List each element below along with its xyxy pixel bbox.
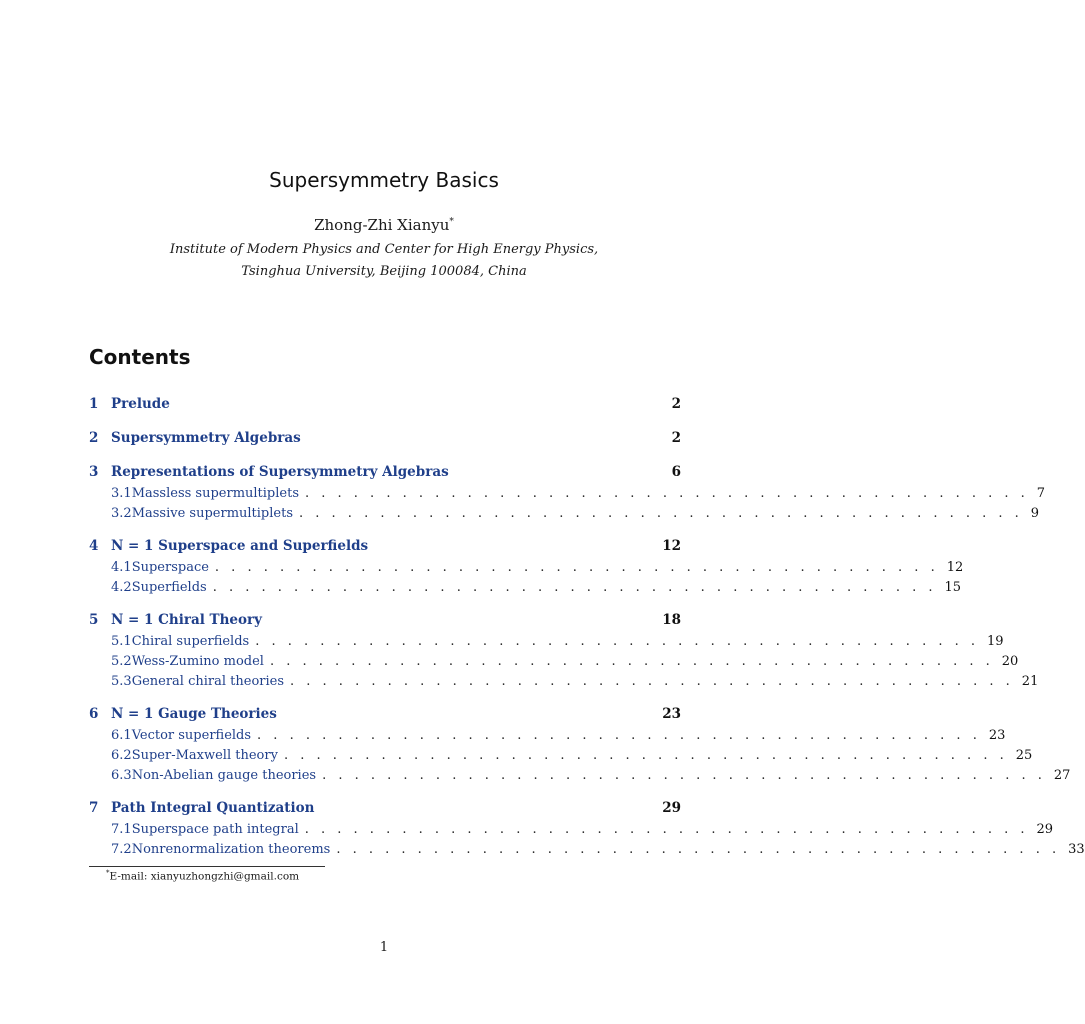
- toc-subsection-number: 7.2: [111, 842, 132, 857]
- toc-section-4[interactable]: [89, 538, 681, 560]
- toc-subsection-title[interactable]: Superspace path integral: [131, 822, 299, 837]
- toc-section-5[interactable]: [89, 612, 681, 634]
- toc-subsection-number: 7.1: [111, 822, 132, 837]
- footnote: [106, 869, 299, 883]
- toc-subsection-number: 6.1: [111, 728, 132, 743]
- toc-leader-dots: . . . . . . . . . . . . . . . . . . . . . . . . . . . . . . . . . . . . . . . . . . . . .: [305, 486, 1029, 501]
- affiliation-line-2: Tsinghua University, Beijing 100084, China: [241, 264, 527, 279]
- toc-subsection-5.1[interactable]: [89, 634, 1004, 654]
- toc-subsection-number: 5.2: [111, 654, 132, 669]
- toc-leader-dots: . . . . . . . . . . . . . . . . . . . . . . . . . . . . . . . . . . . . . . . . . . . . .: [212, 580, 937, 595]
- toc-section-number: 2: [89, 430, 99, 446]
- toc-subsection-page: 21: [1021, 674, 1039, 689]
- toc-subsection-6.2[interactable]: [89, 748, 1033, 768]
- toc-subsection-page: 27: [1053, 768, 1071, 783]
- toc-subsection-title[interactable]: Superfields: [131, 580, 207, 595]
- toc-subsection-number: 4.2: [111, 580, 132, 595]
- toc-subsection-page: 25: [1015, 748, 1033, 763]
- toc-section-6[interactable]: [89, 706, 681, 728]
- toc-leader-dots: . . . . . . . . . . . . . . . . . . . . . . . . . . . . . . . . . . . . . . . . . . . . .: [214, 560, 939, 575]
- toc-subsection-page: 9: [1030, 506, 1040, 521]
- toc-section-page: 29: [662, 800, 681, 816]
- toc-subsection-5.2[interactable]: [89, 654, 1019, 674]
- toc-subsection-page: 33: [1068, 842, 1085, 857]
- toc-section-number: 4: [89, 538, 99, 554]
- toc-subsection-title[interactable]: Vector superfields: [131, 728, 252, 743]
- toc-leader-dots: . . . . . . . . . . . . . . . . . . . . . . . . . . . . . . . . . . . . . . . . . . . . .: [255, 634, 979, 649]
- author-name: Zhong-Zhi Xianyu: [314, 216, 450, 234]
- toc-subsection-page: 12: [946, 560, 964, 575]
- toc-leader-dots: . . . . . . . . . . . . . . . . . . . . . . . . . . . . . . . . . . . . . . . . . . . . .: [283, 748, 1008, 763]
- toc-section-number: 1: [89, 396, 99, 412]
- toc-subsection-title[interactable]: General chiral theories: [131, 674, 285, 689]
- toc-section-number: 5: [89, 612, 99, 628]
- paper-title: Supersymmetry Basics: [269, 168, 499, 192]
- author-footnote-mark: *: [449, 217, 454, 227]
- toc-section-2[interactable]: [89, 430, 681, 452]
- toc-section-title[interactable]: Prelude: [111, 396, 170, 412]
- toc-leader-dots: . . . . . . . . . . . . . . . . . . . . . . . . . . . . . . . . . . . . . . . . . . . . .: [336, 842, 1061, 857]
- toc-subsection-5.3[interactable]: [89, 674, 1039, 694]
- toc-subsection-title[interactable]: Chiral superfields: [131, 634, 250, 649]
- toc-section-number: 3: [89, 464, 99, 480]
- toc-leader-dots: . . . . . . . . . . . . . . . . . . . . . . . . . . . . . . . . . . . . . . . . . . . . .: [299, 506, 1023, 521]
- toc-subsection-4.2[interactable]: [89, 580, 962, 600]
- toc-leader-dots: . . . . . . . . . . . . . . . . . . . . . . . . . . . . . . . . . . . . . . . . . . . . .: [269, 654, 994, 669]
- toc-section-title[interactable]: N = 1 Chiral Theory: [111, 612, 262, 628]
- toc-section-title[interactable]: Path Integral Quantization: [111, 800, 315, 816]
- toc-subsection-number: 4.1: [111, 560, 132, 575]
- toc-subsection-page: 7: [1036, 486, 1046, 501]
- toc-section-1[interactable]: [89, 396, 681, 418]
- toc-leader-dots: . . . . . . . . . . . . . . . . . . . . . . . . . . . . . . . . . . . . . . . . . . . . .: [304, 822, 1029, 837]
- toc-section-page: 12: [662, 538, 681, 554]
- toc-subsection-7.2[interactable]: [89, 842, 1085, 862]
- toc-section-title[interactable]: Representations of Supersymmetry Algebras: [111, 464, 449, 480]
- footnote-email: E-mail: xianyuzhongzhi@gmail.com: [109, 870, 300, 883]
- toc-section-3[interactable]: [89, 464, 681, 486]
- toc-subsection-title[interactable]: Wess-Zumino model: [131, 654, 264, 669]
- toc-subsection-title[interactable]: Massless supermultiplets: [131, 486, 299, 501]
- author-line: [0, 216, 768, 234]
- toc-subsection-4.1[interactable]: [89, 560, 964, 580]
- footnote-rule: [89, 866, 325, 867]
- toc-section-page: 6: [671, 464, 681, 480]
- toc-subsection-title[interactable]: Super-Maxwell theory: [131, 748, 278, 763]
- toc-subsection-page: 20: [1001, 654, 1019, 669]
- toc-subsection-number: 5.1: [111, 634, 132, 649]
- toc-subsection-title[interactable]: Superspace: [131, 560, 209, 575]
- toc-subsection-page: 15: [944, 580, 962, 595]
- toc-subsection-title[interactable]: Non-Abelian gauge theories: [131, 768, 317, 783]
- table-of-contents: [89, 396, 1085, 862]
- toc-subsection-number: 3.1: [111, 486, 132, 501]
- toc-section-number: 6: [89, 706, 99, 722]
- toc-section-title[interactable]: N = 1 Gauge Theories: [111, 706, 277, 722]
- toc-subsection-number: 5.3: [111, 674, 132, 689]
- page-number: 1: [379, 940, 389, 955]
- toc-subsection-6.3[interactable]: [89, 768, 1071, 788]
- contents-heading: Contents: [89, 345, 191, 369]
- toc-subsection-number: 6.2: [111, 748, 132, 763]
- toc-section-page: 2: [671, 430, 681, 446]
- footnote-mark: *: [106, 869, 110, 877]
- toc-section-page: 18: [662, 612, 681, 628]
- toc-subsection-title[interactable]: Nonrenormalization theorems: [131, 842, 331, 857]
- toc-subsection-page: 19: [987, 634, 1004, 649]
- toc-section-title[interactable]: N = 1 Superspace and Superfields: [111, 538, 369, 554]
- toc-leader-dots: . . . . . . . . . . . . . . . . . . . . . . . . . . . . . . . . . . . . . . . . . . . . .: [322, 768, 1046, 783]
- toc-subsection-title[interactable]: Massive supermultiplets: [131, 506, 294, 521]
- toc-subsection-3.2[interactable]: [89, 506, 1040, 526]
- toc-subsection-3.1[interactable]: [89, 486, 1046, 506]
- toc-section-page: 23: [662, 706, 681, 722]
- affiliation-line-1: Institute of Modern Physics and Center for High Energy Physics,: [169, 242, 599, 257]
- toc-subsection-7.1[interactable]: [89, 822, 1054, 842]
- toc-section-page: 2: [671, 396, 681, 412]
- toc-subsection-6.1[interactable]: [89, 728, 1006, 748]
- toc-section-title[interactable]: Supersymmetry Algebras: [111, 430, 301, 446]
- toc-subsection-page: 23: [988, 728, 1006, 743]
- toc-leader-dots: . . . . . . . . . . . . . . . . . . . . . . . . . . . . . . . . . . . . . . . . . . . . .: [290, 674, 1014, 689]
- toc-section-7[interactable]: [89, 800, 681, 822]
- toc-subsection-number: 6.3: [111, 768, 132, 783]
- toc-subsection-page: 29: [1036, 822, 1054, 837]
- toc-subsection-number: 3.2: [111, 506, 132, 521]
- toc-section-number: 7: [89, 800, 99, 816]
- toc-leader-dots: . . . . . . . . . . . . . . . . . . . . . . . . . . . . . . . . . . . . . . . . . . . . .: [257, 728, 981, 743]
